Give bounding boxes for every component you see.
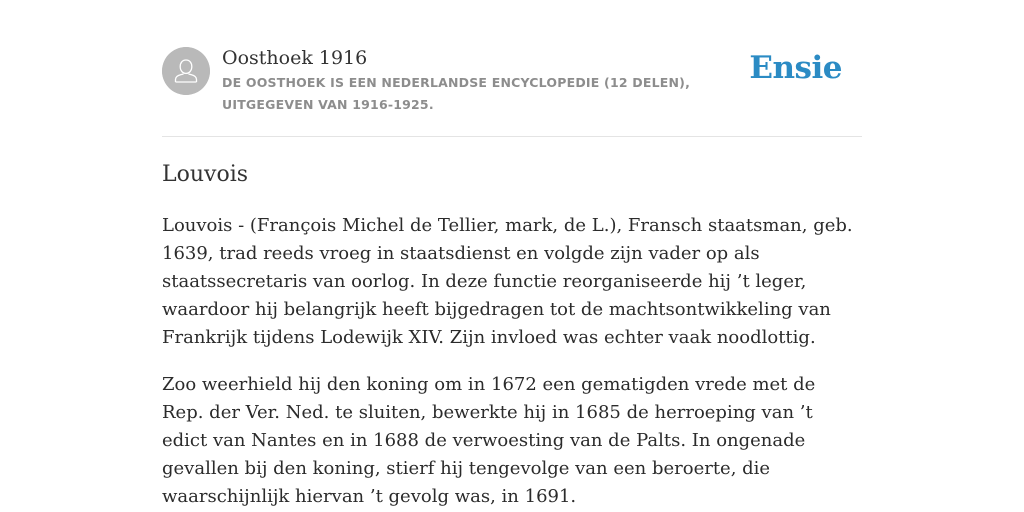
article-title: Louvois bbox=[162, 162, 249, 187]
source-title[interactable]: Oosthoek 1916 bbox=[222, 47, 368, 69]
source-header bbox=[162, 44, 862, 137]
user-silhouette-icon[interactable] bbox=[162, 47, 210, 95]
article-paragraph: Louvois - (François Michel de Tellier, mark, de L.), Fransch staatsman, geb. 1639, trad reeds vroeg in staatsdienst en volgde zijn vader op als staatssecretaris van oorlog. In deze functie reorganiseerde hij ’t leger, waardoor hij belangrijk heeft bijgedragen tot de machtsontwikkeling van Frankrijk tijdens Lodewijk XIV. Zijn invloed was echter vaak noodlottig. bbox=[162, 215, 853, 348]
article-paragraph: Zoo weerhield hij den koning om in 1672 een gematigden vrede met de Rep. der Ver. Ned. te sluiten, bewerkte hij in 1685 de herroeping van ’t edict van Nantes en in 1688 de verwoesting van de Palts. In ongenade gevallen bij den koning, stierf hij tengevolge van een beroerte, die waarschijnlijk hiervan ’t gevolg was, in 1691. bbox=[162, 374, 816, 507]
article bbox=[162, 160, 862, 511]
source-description: DE OOSTHOEK IS EEN NEDERLANDSE ENCYCLOPEDIE (12 DELEN), UITGEGEVEN VAN 1916-1925. bbox=[222, 75, 691, 112]
ensie-logo-link[interactable]: Ensie bbox=[749, 50, 842, 86]
